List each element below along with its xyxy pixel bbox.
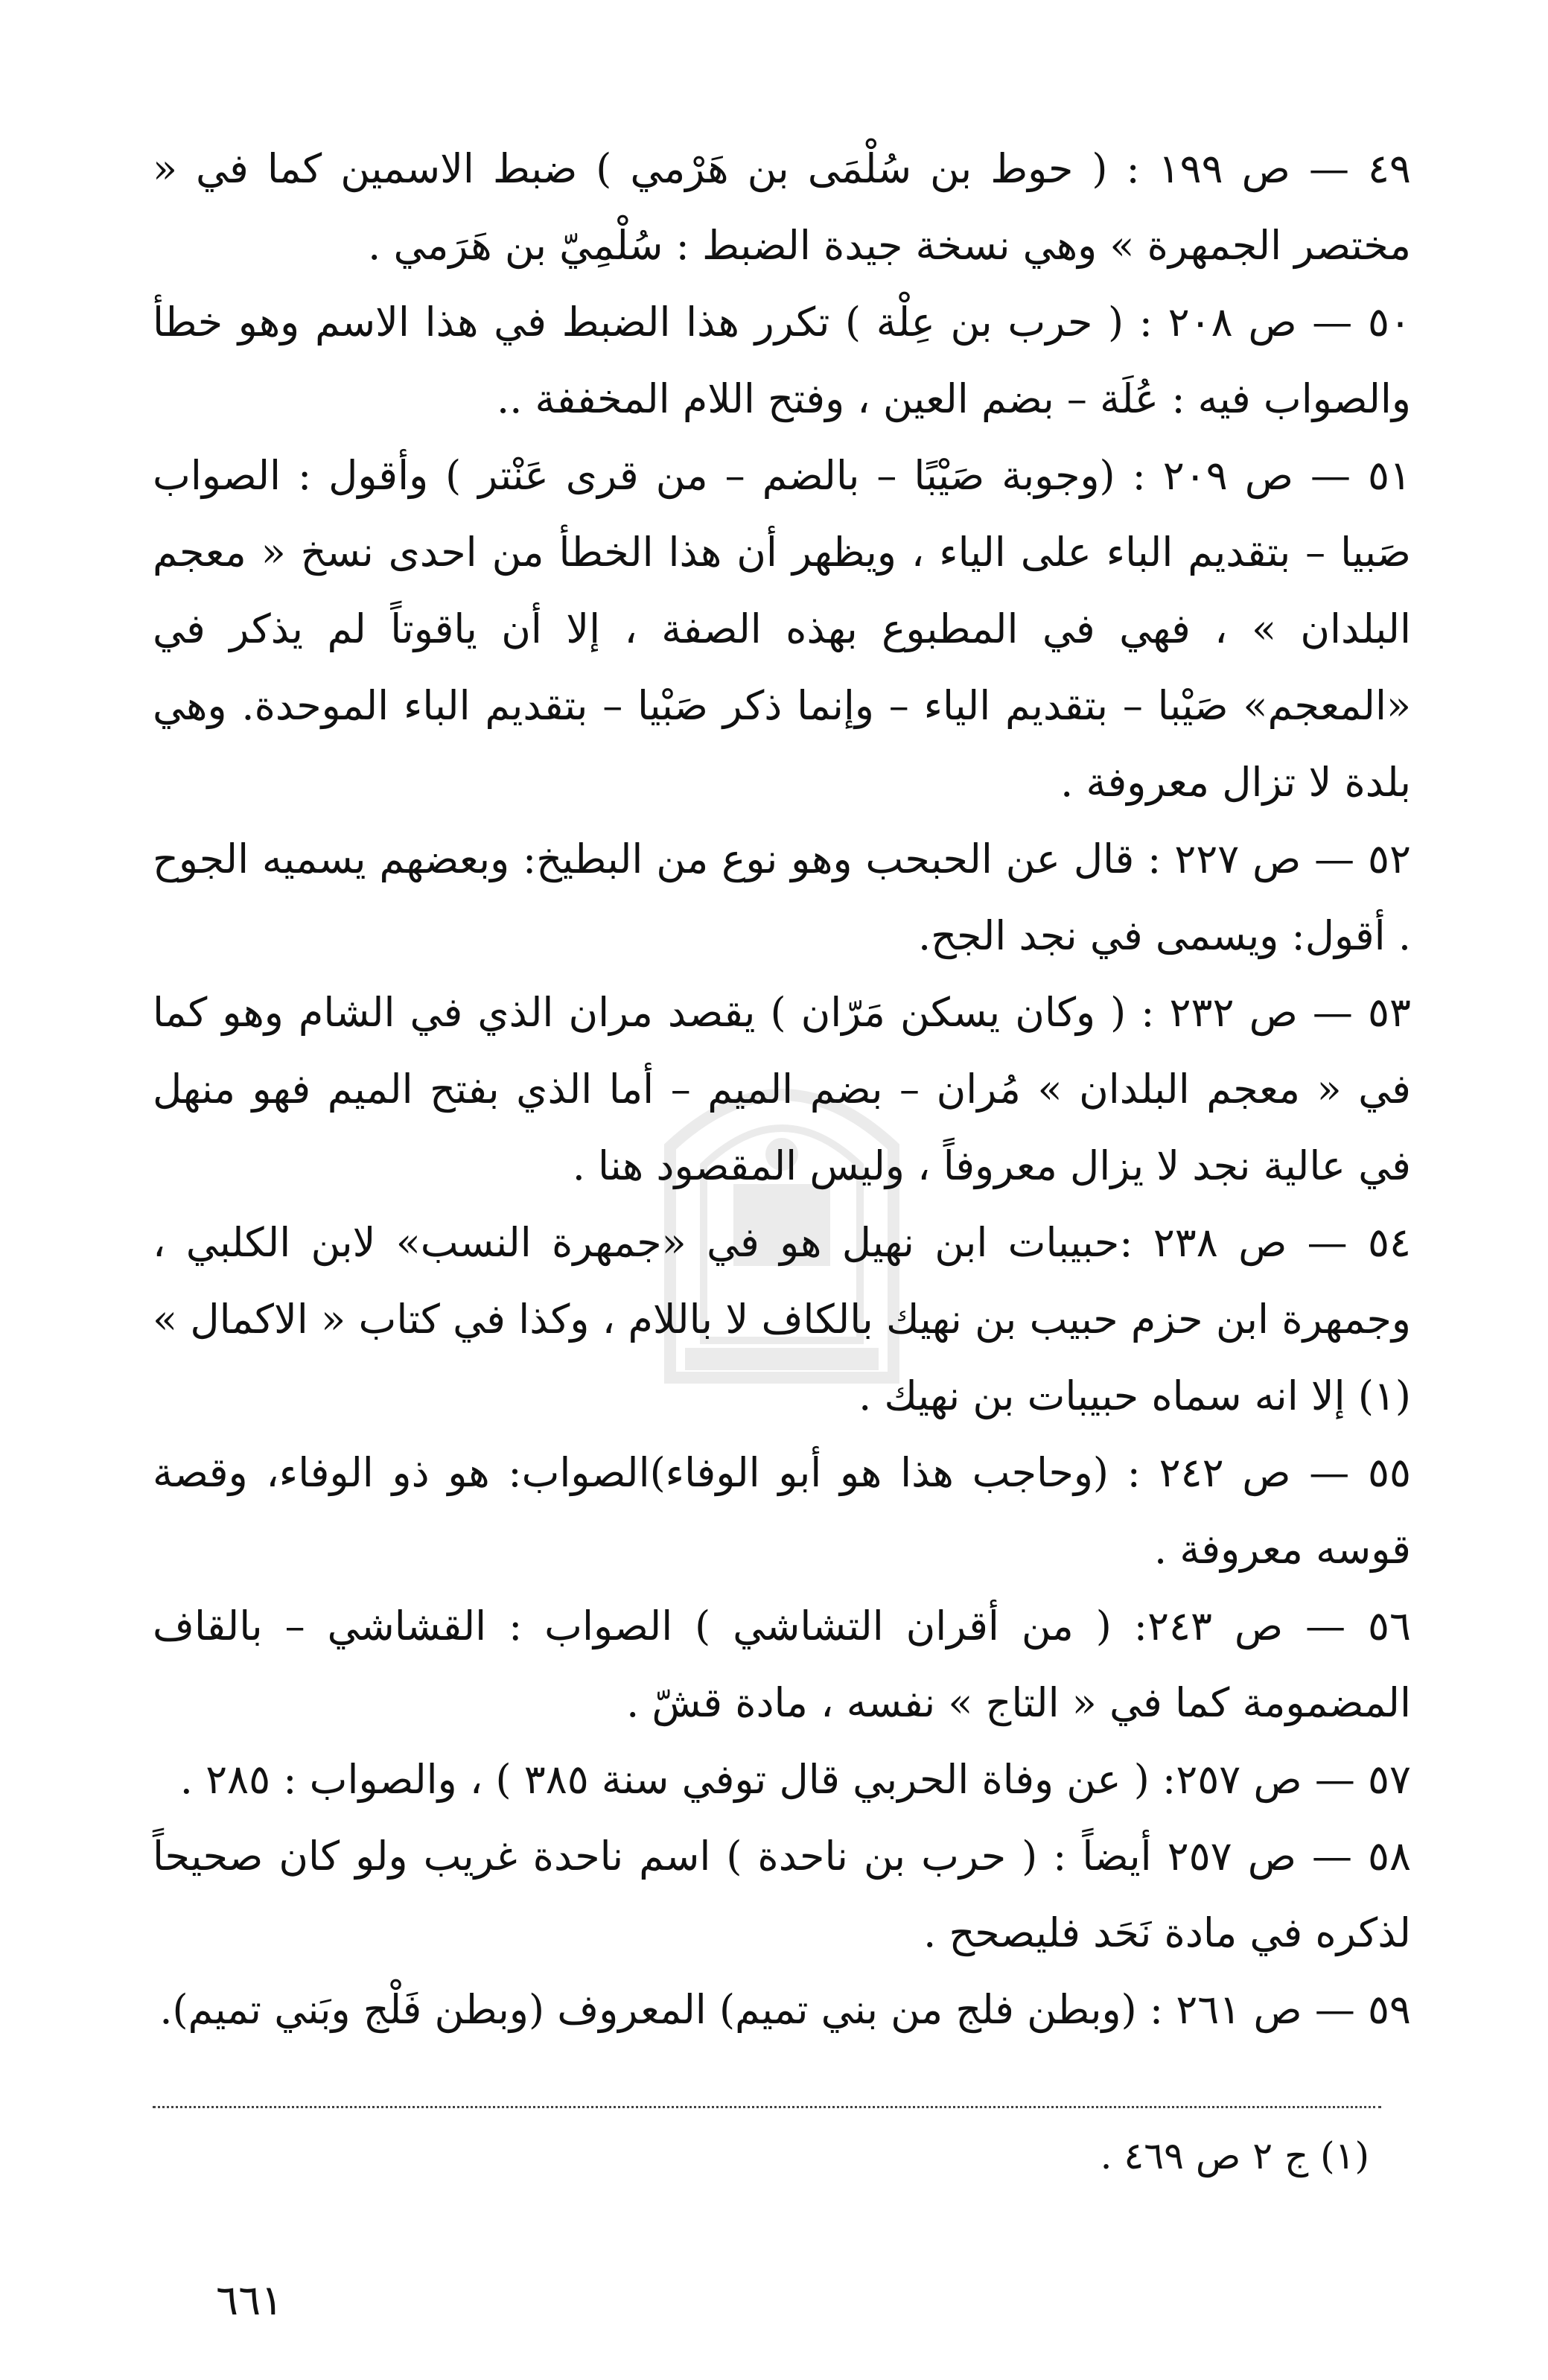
page-number: ٦٦١	[216, 2276, 284, 2325]
entry-50: ٥٠ — ص ٢٠٨ : ( حرب بن عِلْة ) تكرر هذا الضبط في هذا الاسم وهو خطأ والصواب فيه : عُلَة – بضم العين ، وفتح اللام المخففة ..	[153, 299, 1411, 422]
entry-52: ٥٢ — ص ٢٢٧ : قال عن الحبحب وهو نوع من البطيخ: وبعضهم يسميه الجوح . أقول: ويسمى في نجد الجح.	[153, 836, 1412, 959]
entry-51: ٥١ — ص ٢٠٩ : (وجوبة صَيْبًا – بالضم – من قرى عَنْتر ) وأقول : الصواب صَبيا – بتقديم الباء على الياء ، ويظهر أن هذا الخطأ من احدى نسخ « معجم البلدان » ، فهي في المطبوع بهذه الصفة ، إلا أن ياقوتاً لم يذكر في «المعجم» صَيْبا – بتقديم الياء – وإنما ذكر صَبْيا – بتقديم الباء الموحدة. وهي بلدة لا تزال معروفة .	[153, 452, 1412, 806]
entry-53: ٥٣ — ص ٢٣٢ : ( وكان يسكن مَرّان ) يقصد مران الذي في الشام وهو كما في « معجم البلدان » مُران – بضم الميم – أما الذي بفتح الميم فهو منهل في عالية نجد لا يزال معروفاً ، وليس المقصود هنا .	[153, 989, 1411, 1189]
entry-59: ٥٩ — ص ٢٦١ : (وبطن فلج من بني تميم) المعروف (وبطن فَلْج وبَني تميم).	[159, 1986, 1411, 2033]
entry-55: ٥٥ — ص ٢٤٢ : (وحاجب هذا هو أبو الوفاء)الصواب: هو ذو الوفاء، وقصة قوسه معروفة .	[153, 1449, 1411, 1573]
entry-58: ٥٨ — ص ٢٥٧ أيضاً : ( حرب بن ناحدة ) اسم ناحدة غريب ولو كان صحيحاً لذكره في مادة نَحَد فليصحح .	[153, 1833, 1411, 1956]
entry-49: ٤٩ — ص ١٩٩ : ( حوط بن سُلْمَى بن هَرْمي ) ضبط الاسمين كما في « مختصر الجمهرة » وهي نسخة جيدة الضبط : سُلْمِيّ بن هَرَمي .	[153, 145, 1411, 269]
footnote: (١) ج ٢ ص ٤٦٩ .	[1100, 2134, 1369, 2177]
footnote-divider	[153, 2106, 1381, 2108]
entries-list	[153, 130, 1411, 2048]
entry-54: ٥٤ — ص ٢٣٨ :حبيبات ابن نهيل هو في «جمهرة النسب» لابن الكلبي ، وجمهرة ابن حزم حبيب بن نهيك بالكاف لا باللام ، وكذا في كتاب « الاكمال » (١) إلا انه سماه حبيبات بن نهيك .	[153, 1219, 1412, 1419]
entry-57: ٥٧ — ص ٢٥٧: ( عن وفاة الحربي قال توفي سنة ٣٨٥ ) ، والصواب : ٢٨٥ .	[179, 1756, 1411, 1803]
entry-56: ٥٦ — ص ٢٤٣: ( من أقران التشاشي ) الصواب : القشاشي – بالقاف المضمومة كما في « التاج » نفسه ، مادة قشّ .	[153, 1603, 1411, 1726]
